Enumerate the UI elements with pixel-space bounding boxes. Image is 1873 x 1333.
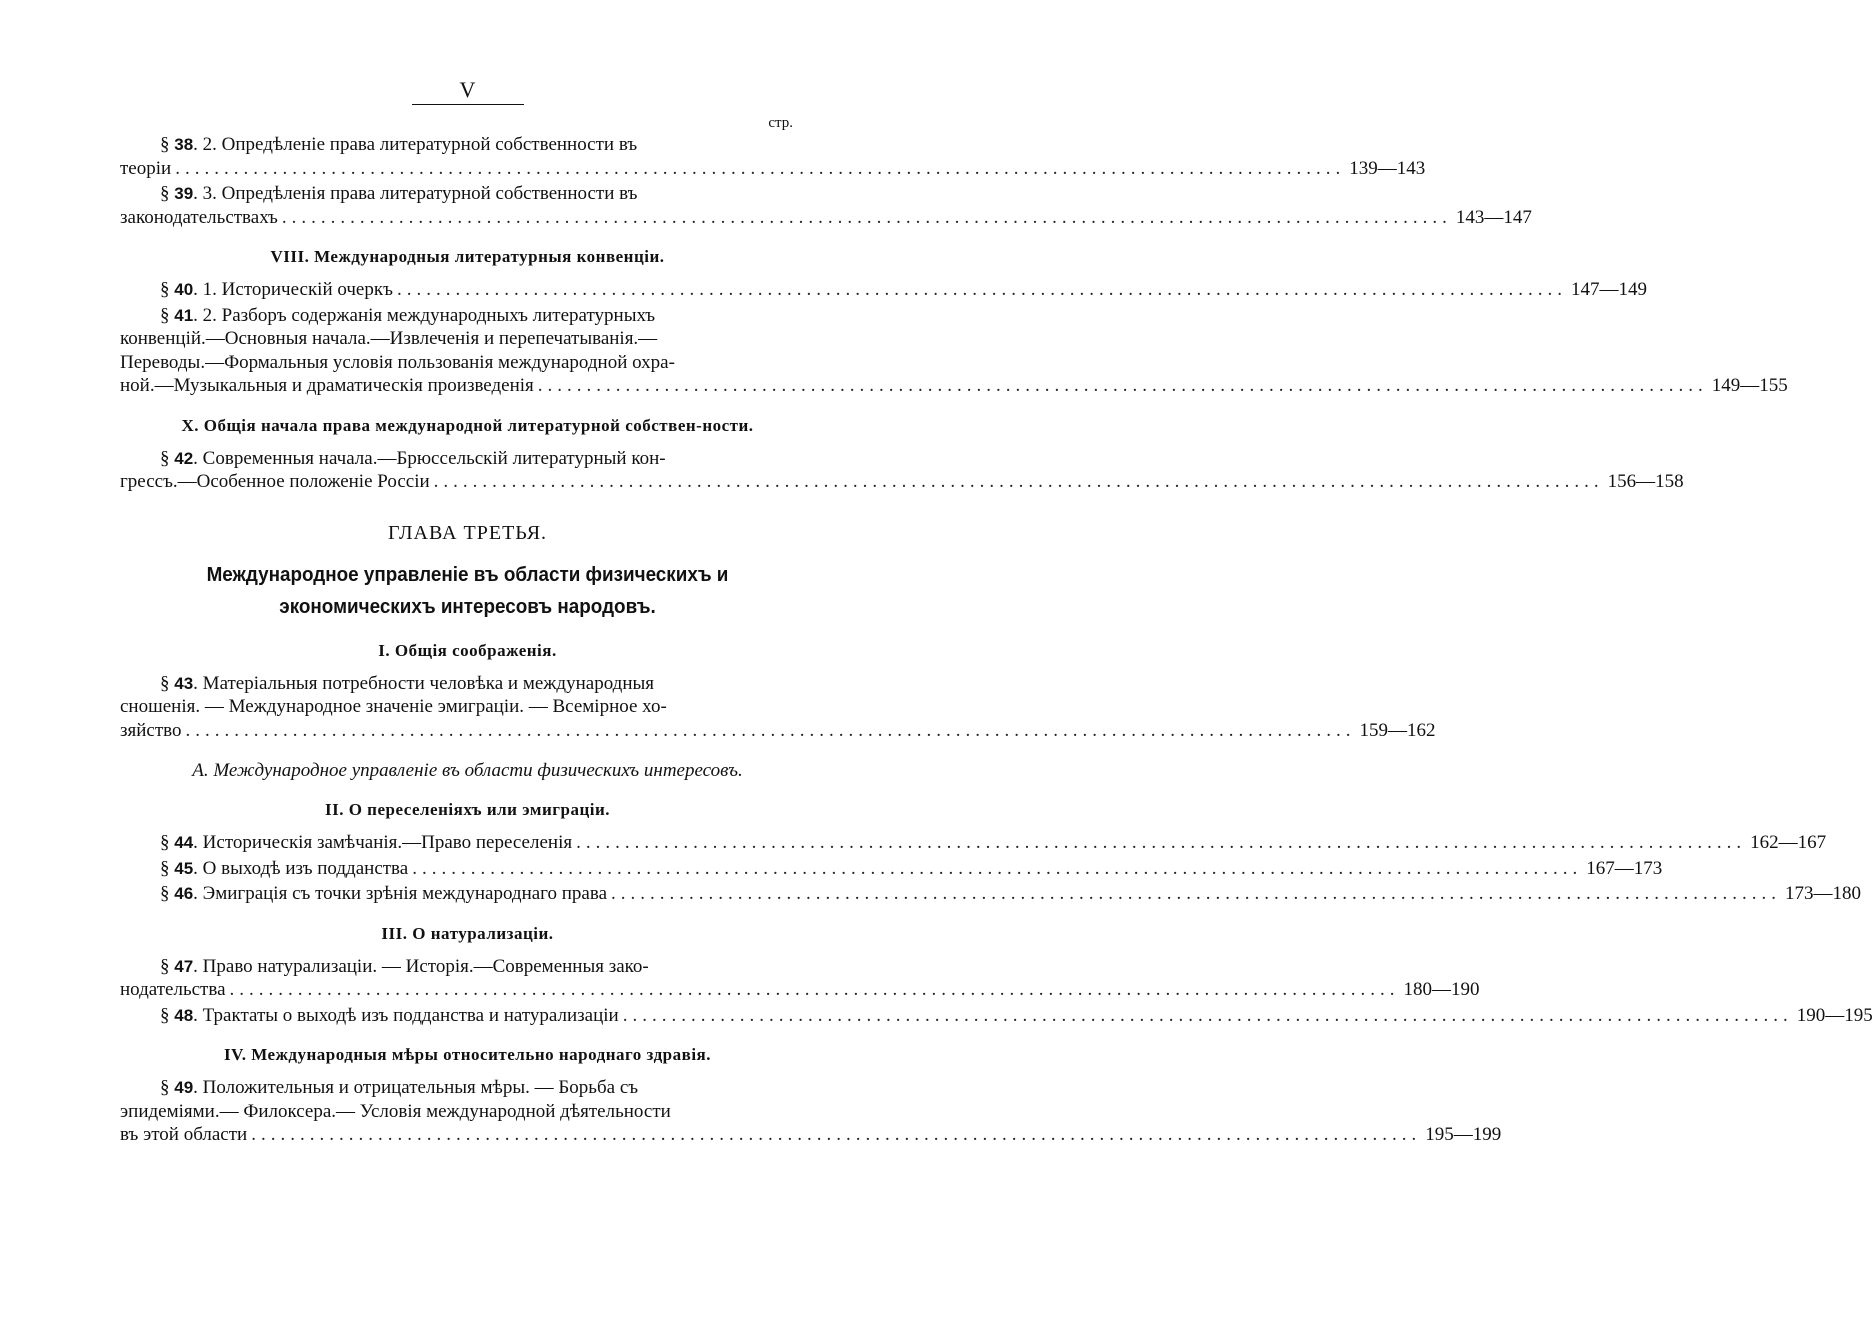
- toc-entry-text: теоріи: [120, 157, 172, 179]
- toc-entry-text: зяйство: [120, 719, 182, 741]
- section-heading: X. Общія начала права международной литературной собствен-ности.: [181, 415, 754, 435]
- page-range: 167—173: [1586, 857, 1663, 879]
- section-number: 48: [174, 1005, 194, 1025]
- dot-leader: ........................................................................................................................: [611, 883, 1781, 904]
- toc-entry: [120, 304, 1788, 398]
- page-range: 156—158: [1607, 471, 1684, 492]
- toc-entry-line: § 39. 3. Опредѣленія права литературной собственности въ: [160, 183, 638, 204]
- dot-leader: ........................................................................................................................: [281, 206, 1452, 228]
- toc-entry-text: ной.—Музыкальныя и драматическія произведенія: [120, 375, 534, 396]
- toc-entry-last-line: [120, 206, 1532, 230]
- chapter-heading: ГЛАВА ТРЕТЬЯ.: [387, 521, 548, 544]
- toc-entry-line: конвенцій.—Основныя начала.—Извлеченія и перепечатыванія.—: [120, 328, 658, 349]
- toc-entry: [120, 182, 1532, 229]
- dot-leader: ........................................................................................................................: [251, 1124, 1422, 1145]
- page-range: 147—149: [1570, 279, 1647, 300]
- section-number: 38: [174, 135, 194, 154]
- toc-entry-line: § 49. Положительныя и отрицательныя мѣры. — Борьба съ: [160, 1077, 639, 1098]
- toc-entry-last-line: [120, 719, 1436, 743]
- subpart-heading: А. Международное управленіе въ области физическихъ интересовъ.: [192, 760, 743, 781]
- page-range: 190—195: [1796, 1004, 1873, 1026]
- section-heading: III. О натурализаціи.: [381, 923, 554, 943]
- toc-entry-last-line: [120, 831, 1827, 855]
- dot-leader: ........................................................................................................................: [185, 719, 1356, 741]
- page-number: V: [459, 77, 476, 102]
- toc-entry-last-line: [120, 1004, 1873, 1028]
- toc-entry-last-line: [120, 470, 1684, 494]
- section-number: 46: [174, 884, 194, 903]
- toc-entry-line: § 42. Современныя начала.—Брюссельскій литературный кон-: [160, 447, 666, 469]
- toc-entry: [120, 1076, 1502, 1147]
- section-heading: IV. Международныя мѣры относительно народнаго здравія.: [224, 1045, 711, 1064]
- section-number: 49: [174, 1078, 194, 1097]
- page-range: 149—155: [1711, 375, 1788, 396]
- toc-entry: [120, 1004, 1873, 1028]
- toc-entry: [120, 955, 1480, 1002]
- toc-entry: [120, 831, 1827, 855]
- dot-leader: ........................................................................................................................: [576, 832, 1747, 853]
- section-heading: I. Общія соображенія.: [378, 640, 557, 660]
- toc-entry-last-line: [120, 157, 1426, 181]
- toc-entry-text: § 48. Трактаты о выходѣ изъ подданства и натурализаціи: [160, 1004, 619, 1026]
- toc-entry-line: сношенія. — Международное значеніе эмиграціи. — Всемірное хо-: [120, 696, 667, 717]
- table-of-contents-page: [120, 77, 1873, 1147]
- toc-entry-last-line: [120, 978, 1480, 1002]
- page-range: 139—143: [1349, 157, 1426, 179]
- page-range: 143—147: [1455, 206, 1532, 228]
- chapter-title: Международное управленіе въ области физическихъ и экономическихъ интересовъ народовъ.: [206, 562, 729, 618]
- toc-entry: [120, 672, 1436, 743]
- toc-entry-text: грессъ.—Особенное положеніе Россіи: [120, 471, 430, 492]
- dot-leader: ........................................................................................................................: [622, 1004, 1793, 1026]
- toc-entry-last-line: [120, 857, 1663, 881]
- dot-leader: ........................................................................................................................: [433, 471, 1604, 492]
- dot-leader: ........................................................................................................................: [175, 157, 1346, 179]
- section-number: 45: [174, 858, 194, 878]
- toc-entry-line: § 38. 2. Опредѣленіе права литературной собственности въ: [160, 134, 638, 155]
- section-number: 40: [174, 280, 194, 299]
- section-number: 44: [174, 833, 194, 852]
- toc-entry-last-line: [120, 374, 1788, 398]
- toc-entry-last-line: [120, 1123, 1502, 1147]
- section-heading: VIII. Международныя литературныя конвенціи.: [270, 247, 665, 266]
- page-range: 195—199: [1425, 1124, 1502, 1145]
- toc-entry: [120, 857, 1663, 881]
- toc-entry-text: въ этой области: [120, 1124, 248, 1145]
- page-range: 159—162: [1359, 719, 1436, 741]
- dot-leader: ........................................................................................................................: [396, 279, 1567, 300]
- section-number: 41: [174, 305, 194, 325]
- page-number-rule: [412, 104, 524, 105]
- toc-entry-text: § 45. О выходѣ изъ подданства: [160, 857, 409, 879]
- toc-entry-text: нодательства: [120, 979, 226, 1000]
- page-range: 173—180: [1785, 883, 1861, 904]
- toc-entry-line: § 47. Право натурализаціи. — Исторія.—Современныя зако-: [160, 955, 649, 977]
- toc-entry-text: законодательствахъ: [120, 206, 278, 228]
- section-number: 42: [174, 448, 194, 468]
- toc-entry: [120, 882, 1861, 906]
- toc-entry-text: § 46. Эмиграція съ точки зрѣнія международнаго права: [160, 883, 607, 904]
- page-column-label: стр.: [768, 115, 793, 131]
- section-heading: II. О переселеніяхъ или эмиграціи.: [324, 800, 611, 819]
- page-range: 180—190: [1403, 979, 1480, 1000]
- section-number: 47: [174, 956, 194, 976]
- dot-leader: ........................................................................................................................: [412, 857, 1583, 879]
- toc-entry-last-line: [120, 882, 1861, 906]
- page-range: 162—167: [1750, 832, 1827, 853]
- toc-entry: [120, 447, 1684, 494]
- toc-entry: [120, 278, 1647, 302]
- toc-entry: [120, 133, 1426, 180]
- toc-entry-text: § 44. Историческія замѣчанія.—Право переселенія: [160, 832, 573, 853]
- dot-leader: ........................................................................................................................: [537, 375, 1708, 396]
- section-number: 39: [174, 184, 194, 203]
- toc-entry-line: эпидеміями.— Филоксера.— Условія международной дѣятельности: [120, 1100, 671, 1122]
- section-number: 43: [174, 673, 194, 693]
- toc-entry-line: Переводы.—Формальныя условія пользованія международной охра-: [120, 351, 675, 373]
- toc-entry-line: § 41. 2. Разборъ содержанія международныхъ литературныхъ: [160, 304, 656, 326]
- toc-body: [120, 133, 1873, 1147]
- toc-entry-last-line: [120, 278, 1647, 302]
- toc-entry-line: § 43. Матеріальныя потребности человѣка и международныя: [160, 672, 654, 694]
- dot-leader: ........................................................................................................................: [229, 979, 1400, 1000]
- toc-entry-text: § 40. 1. Историческій очеркъ: [160, 279, 393, 300]
